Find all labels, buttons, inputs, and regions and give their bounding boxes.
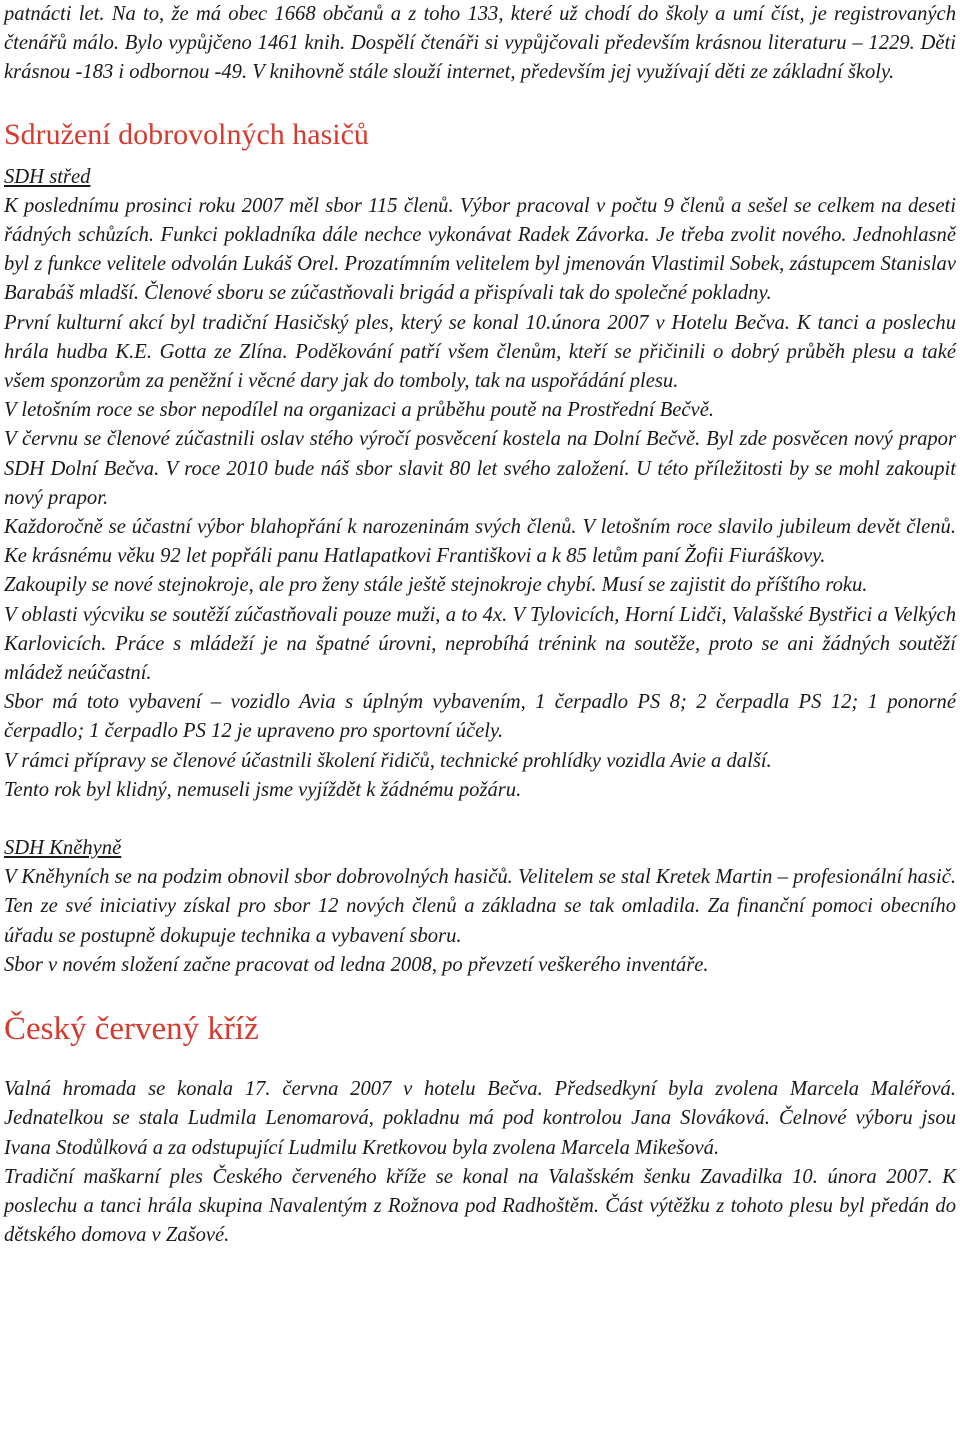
paragraph: Tradiční maškarní ples Českého červeného kříže se konal na Valašském šenku Zavadilka 10. února 2007. K poslechu a tanci hrála skupina Navalentým z Rožnova pod Radhoštěm. Část výtěžku z tohoto plesu byl předán do dětského domova v Zašové. [4,1165,956,1247]
paragraph: Valná hromada se konala 17. června 2007 v hotelu Bečva. Předsedkyní byla zvolena Marcela Maléřová. Jednatelkou se stala Ludmila Lenomarová, pokladnu má pod kontrolou Jana Slováková. Čelnové výboru jsou Ivana Stodůlková a za odstupující Ludmilu Kretkovou byla zvolena Marcela Mikešová. [4,1078,956,1159]
paragraph: Tento rok byl klidný, nemuseli jsme vyjíždět k žádnému požáru. [4,778,522,801]
section-title-ccr: Český červený kříž [4,1011,259,1048]
paragraph: V oblasti výcviku se soutěží zúčastňovali pouze muži, a to 4x. V Tylovicích, Horní Lidči, Valašské Bystřici a Velkých Karlovicích. Práce s mládeží je na špatné úrovni, neprobíhá trénink na soutěže, proto se ani žádných soutěží mládež neúčastní. [4,603,956,685]
section-title-sdh: Sdružení dobrovolných hasičů [4,117,369,151]
paragraph: V rámci přípravy se členové účastnili školení řidičů, technické prohlídky vozidla Avie a další. [4,749,772,772]
subheading-sdh-knehyne: SDH Kněhyně [4,837,122,860]
subheading-sdh-stred: SDH střed [4,165,91,188]
paragraph: Sbor má toto vybavení – vozidlo Avia s úplným vybavením, 1 čerpadlo PS 8; 2 čerpadla PS 12; 1 ponorné čerpadlo; 1 čerpadlo PS 12 je upraveno pro sportovní účely. [4,691,956,743]
paragraph: K poslednímu prosinci roku 2007 měl sbor 115 členů. Výbor pracoval v počtu 9 členů a sešel se celkem na deseti řádných schůzích. Funkci pokladníka dále nechce vykonávat Radek Závorka. Je třeba zvolit nového. Jednohlasně byl z funkce velitele odvolán Lukáš Orel. Prozatímním velitelem byl jmenován Vlastimil Sobek, zástupcem Stanislav Barabáš mladší. Členové sboru se zúčastňovali brigád a přispívali tak do společné pokladny. [4,194,956,305]
paragraph: V červnu se členové zúčastnili oslav stého výročí posvěcení kostela na Dolní Bečvě. Byl zde posvěcen nový prapor SDH Dolní Bečva. V roce 2010 bude náš sbor slavit 80 let svého založení. U této příležitosti by se mohl zakoupit nový prapor. [4,428,956,509]
paragraph: V letošním roce se sbor nepodílel na organizaci a průběhu poutě na Prostřední Bečvě. [4,399,714,422]
paragraph: První kulturní akcí byl tradiční Hasičský ples, který se konal 10.února 2007 v Hotelu Bečva. K tanci a poslechu hrála hudba K.E. Gotta ze Zlína. Poděkování patří všem členům, kteří se přičinili o dobrý průběh plesu a také všem sponzorům za peněžní i věcné dary jak do tomboly, tak na uspořádání plesu. [4,311,956,393]
intro-paragraph: patnácti let. Na to, že má obec 1668 občanů a z toho 133, které už chodí do školy a umí číst, je registrovaných čtenářů málo. Bylo vypůjčeno 1461 knih. Dospělí čtenáři si vypůjčovali především krásnou literaturu – 1229. Děti krásnou -183 i odbornou -49. V knihovně stále slouží internet, především jej využívají děti ze základní školy. [4,3,956,84]
paragraph: Zakoupily se nové stejnokroje, ale pro ženy stále ještě stejnokroje chybí. Musí se zajistit do příštího roku. [4,574,868,597]
paragraph: Každoročně se účastní výbor blahopřání k narozeninám svých členů. V letošním roce slavilo jubileum devět členů. Ke krásnému věku 92 let popřáli panu Hatlapatkovi Františkovi a k 85 letům paní Žofii Fiuráškovy. [4,516,956,568]
paragraph: V Kněhyních se na podzim obnovil sbor dobrovolných hasičů. Velitelem se stal Kretek Martin – profesionální hasič. Ten ze své iniciativy získal pro sbor 12 nových členů a základna se tak omladila. Za finanční pomoci obecního úřadu se postupně dokupuje technika a vybavení sboru. [4,866,956,947]
paragraph: Sbor v novém složení začne pracovat od ledna 2008, po převzetí veškerého inventáře. [4,953,709,976]
